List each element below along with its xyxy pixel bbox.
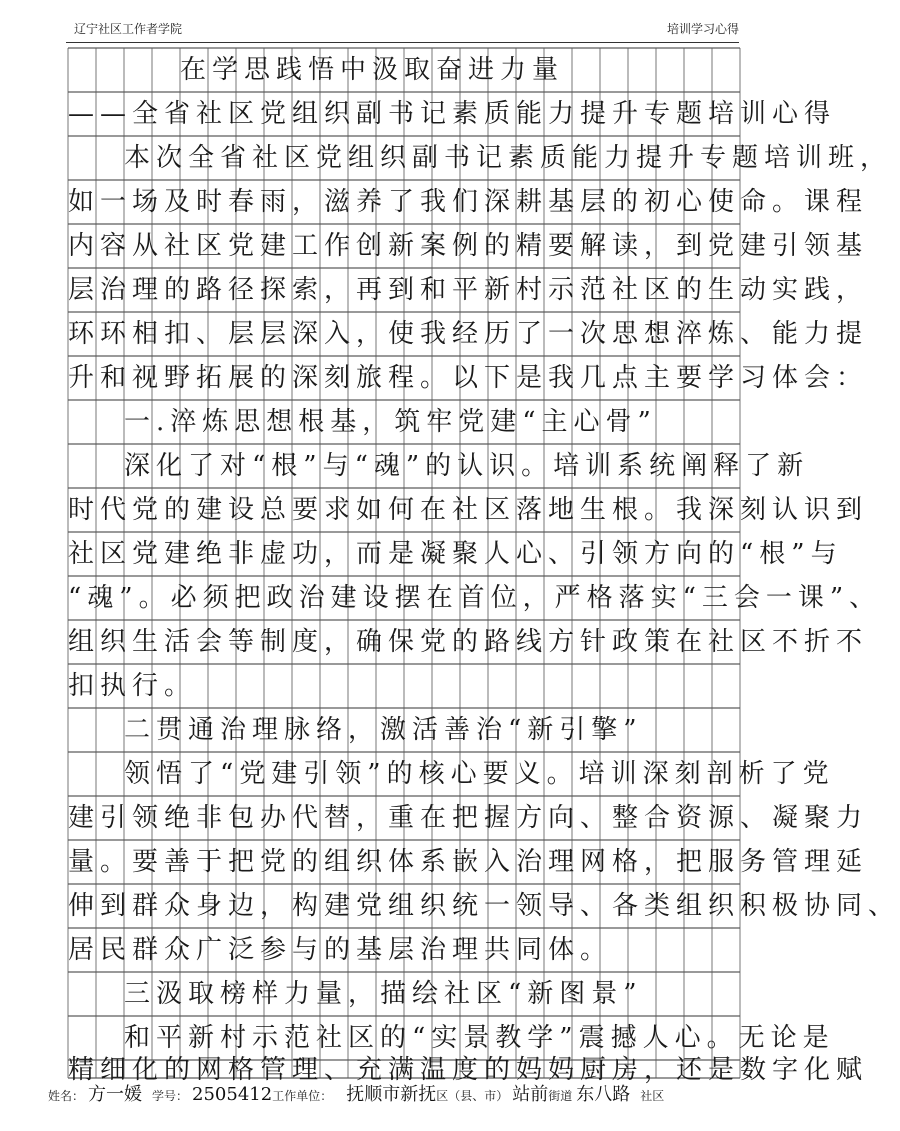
essay-line: 建引领绝非包办代替，重在把握方向、整合资源、凝聚力: [68, 803, 869, 833]
essay-line: 量。要善于把党的组织体系嵌入治理网格，把服务管理延: [68, 847, 869, 877]
essay-line: 社区党建绝非虚功，而是凝聚人心、引领方向的“根”与: [68, 539, 843, 569]
essay-line: 时代党的建设总要求如何在社区落地生根。我深刻认识到: [68, 495, 869, 525]
section-heading-2: 二贯通治理脉络，激活善治“新引擎”: [124, 715, 643, 745]
essay-line: 环环相扣、层层深入，使我经历了一次思想淬炼、能力提: [68, 319, 869, 349]
id-label: 学号：: [152, 1089, 189, 1103]
section-heading-3: 三汲取榜样力量，描绘社区“新图景”: [124, 979, 643, 1009]
community-label: 社区: [640, 1089, 665, 1103]
student-info-footer: [48, 1080, 749, 1112]
essay-line: 扣执行。: [68, 671, 197, 701]
unit-label: 工作单位：: [272, 1089, 333, 1103]
essay-line: 如一场及时春雨，滋养了我们深耕基层的初心使命。课程: [68, 187, 869, 217]
essay-line: 本次全省社区党组织副书记素质能力提升专题培训班，: [124, 143, 893, 173]
district-label: 区（县、市）: [436, 1089, 509, 1103]
name-label: 姓名：: [48, 1089, 85, 1103]
essay-line: 层治理的路径探索，再到和平新村示范社区的生动实践，: [68, 275, 869, 305]
essay-line: 伸到群众身边，构建党组织统一领导、各类组织积极协同、: [68, 891, 900, 921]
institution-name: 辽宁社区工作者学院: [74, 22, 183, 36]
unit-street: 站前: [512, 1084, 549, 1105]
unit-district: 新抚: [400, 1084, 437, 1105]
essay-line: 升和视野拓展的深刻旅程。以下是我几点主要学习体会：: [68, 363, 869, 393]
essay-line: 内容从社区党建工作创新案例的精要解读，到党建引领基: [68, 231, 869, 261]
section-heading-1: 一.淬炼思想根基，筑牢党建“主心骨”: [124, 407, 657, 437]
essay-line: 领悟了“党建引领”的核心要义。培训深刻剖析了党: [124, 759, 835, 789]
essay-line: 居民群众广泛参与的基层治理共同体。: [68, 935, 613, 965]
document-type: 培训学习心得: [666, 22, 739, 36]
essay-title: 在学思践悟中汲取奋进力量: [180, 55, 565, 85]
essay-line: “魂”。必须把政治建设摆在首位，严格落实“三会一课”、: [68, 583, 882, 613]
unit-community: 东八路: [576, 1084, 631, 1105]
essay-line: 和平新村示范社区的“实景教学”震撼人心。无论是: [124, 1023, 835, 1053]
unit-city: 抚顺市: [346, 1084, 401, 1105]
essay-subtitle: ——全省社区党组织副书记素质能力提升专题培训心得: [68, 99, 837, 129]
student-id: 2505412: [192, 1084, 273, 1105]
essay-line: 组织生活会等制度，确保党的路线方针政策在社区不折不: [68, 627, 869, 657]
essay-line: 深化了对“根”与“魂”的认识。培训系统阐释了新: [124, 451, 810, 481]
essay-line: 精细化的网格管理、充满温度的妈妈厨房，还是数字化赋: [68, 1055, 869, 1085]
street-label: 街道: [548, 1089, 573, 1103]
student-name: 方一媛: [88, 1084, 143, 1105]
